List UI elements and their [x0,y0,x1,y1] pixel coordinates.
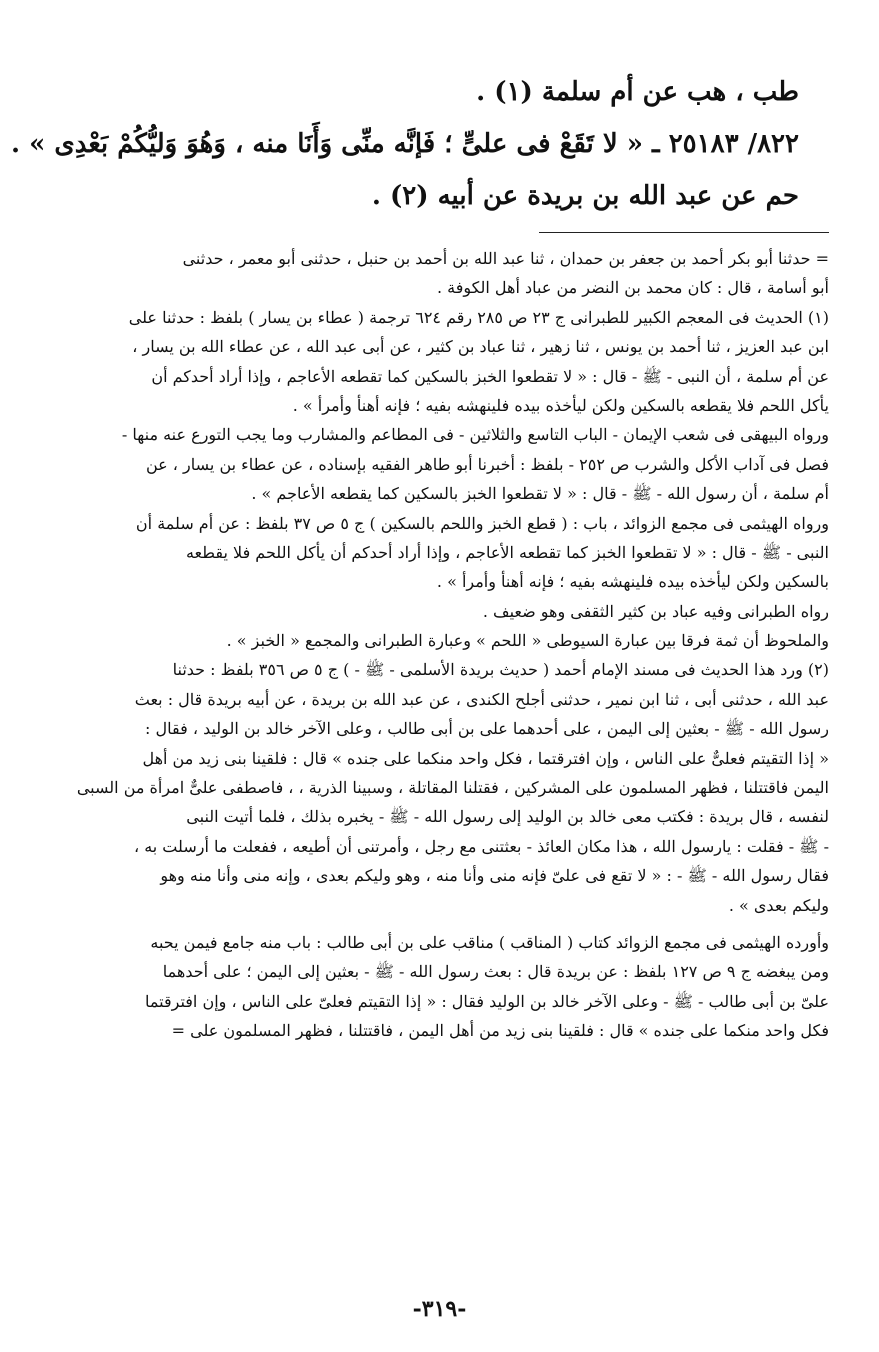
footnote-line: - ﷺ - فقلت : يارسول الله ، هذا مكان العائذ - بعثتنى مع رجل ، وأمرتنى أن أطيعه ، ففعلت ما أرسلت به ، [133,836,829,856]
footnote-line: ورواه البيهقى فى شعب الإيمان - الباب التاسع والثلاثين - فى المطاعم والمشارب وما يجب التورع عنه منها - [121,425,829,445]
main-text-line: حم عن عبد الله بن بريدة عن أبيه (٢) . [371,181,799,211]
footnotes-block [60,244,829,1046]
footnote-line: ورواه الهيثمى فى مجمع الزوائد ، باب : ( قطع الخبز واللحم بالسكين ) ج ٥ ص ٣٧ بلفظ : عن أم سلمة أن [135,513,829,533]
page-number: -٣١٩- [412,1296,467,1322]
footnote-line: أبو أسامة ، قال : كان محمد بن النضر من عباد أهل الكوفة . [437,278,829,298]
footnote-line: فكل واحد منكما على جنده » قال : فلقينا بنى زيد من أهل اليمن ، فاقتتلنا ، فظهر المسلمون على = [171,1021,829,1041]
hadith-entry-822: ٨٢٢/ ٢٥١٨٣ ـ « لا تَقَعْ فى علىٍّ ؛ فَإنَّه منِّى وَأَنَا منه ، وَهُوَ وَليُّكُمْ بَعْدِى » . [10,129,799,159]
footnote-line: يأكل اللحم فلا يقطعه بالسكين ولكن ليأخذه بيده فلينهشه بفيه ؛ فإنه أهنأ وأمرأ » . [292,395,829,415]
footnote-line: علىّ بن أبى طالب - ﷺ - وعلى الآخر خالد بن الوليد فقال : « إذا التقيتم فعلىّ على الناس ، وإن افترقتما [145,991,829,1011]
footnote-line: لنفسه ، قال بريدة : فكتب معى خالد بن الوليد إلى رسول الله - ﷺ - يخبره بذلك ، فلما أتيت النبى [186,807,829,827]
footnote-line: أم سلمة ، أن رسول الله - ﷺ - قال : « لا تقطعوا الخبز بالسكين كما يقطعه الأعاجم » . [251,484,829,504]
paragraph-gap [60,920,829,928]
footnote-line: بالسكين ولكن ليأخذه بيده فلينهشه بفيه ؛ فإنه أهنأ وأمرأ » . [436,572,829,592]
footnote-line: « إذا التقيتم فعلىٌّ على الناس ، وإن افترقتما ، فكل واحد منكما على جنده » قال : فلقينا بنى زيد من أهل [142,748,829,768]
footnote-line: اليمن فاقتتلنا ، فظهر المسلمون على المشركين ، فقتلنا المقاتلة ، وسبينا الذرية ، ، فاصطفى علىٌّ امرأة من السبى [76,778,829,798]
footnote-line: عن أم سلمة ، أن النبى - ﷺ - قال : « لا تقطعوا الخبز بالسكين كما تقطعه الأعاجم ، وإذا أراد أحدكم أن [151,366,829,386]
footnote-line: = حدثنا أبو بكر أحمد بن جعفر بن حمدان ، ثنا عبد الله بن أحمد بن حنبل ، حدثنى أبو معمر ، حدثنى [182,249,829,268]
footnote-line: رسول الله - ﷺ - بعثين إلى اليمن ، على أحدهما على بن أبى طالب ، وعلى الآخر خالد بن الوليد ، فقال : [145,719,829,739]
footnote-line: ومن يبغضه ج ٩ ص ١٢٧ بلفظ : عن بريدة قال : بعث رسول الله - ﷺ - بعثين إلى اليمن ؛ على أحدهما [162,962,829,982]
footnote-line: فصل فى آداب الأكل والشرب ص ٢٥٢ - بلفظ : أخبرنا أبو طاهر الفقيه بإسناده ، عن عطاء بن يسار ، عن [145,454,829,474]
footnote-1-line: (١) الحديث فى المعجم الكبير للطبرانى ج ٢٣ ص ٢٨٥ رقم ٦٢٤ ترجمة ( عطاء بن يسار ) بلفظ : حدثنا على [128,307,829,327]
main-text-line: طب ، هب عن أم سلمة (١) . [476,77,799,107]
footnote-line: عبد الله ، حدثنى أبى ، ثنا ابن نمير ، حدثنى أجلح الكندى ، عن عبد الله بن بريدة ، عن أبيه بريدة قال : بعث [134,689,829,709]
footnote-line: وأورده الهيثمى فى مجمع الزوائد كتاب ( المناقب ) مناقب على بن أبى طالب : باب منه جامع فيمن يحبه [150,932,829,952]
footnote-line: رواه الطبرانى وفيه عباد بن كثير الثقفى وهو ضعيف . [482,601,829,621]
footnote-line: وليكم بعدى » . [728,895,829,915]
footnote-line: والملحوظ أن ثمة فرقا بين عبارة السيوطى « اللحم » وعبارة الطبرانى والمجمع « الخبز » . [226,631,829,651]
footnote-line: ابن عبد العزيز ، ثنا أحمد بن يونس ، ثنا زهير ، ثنا عباد بن كثير ، عن أبى عبد الله ، عن عطاء الله بن يسار ، [132,337,829,357]
footnote-2-line: (٢) ورد هذا الحديث فى مسند الإمام أحمد ( حديث بريدة الأسلمى - ﷺ - ) ج ٥ ص ٣٥٦ بلفظ : حدثنا [172,660,829,680]
footnote-line: فقال رسول الله - ﷺ - : « لا تقع فى علىّ فإنه منى وأنا منه ، وهو وليكم بعدى ، وإنه منى وأنا منه وهو [160,866,829,886]
footnote-line: النبى - ﷺ - قال : « لا تقطعوا الخبز كما تقطعه الأعاجم ، وإذا أراد أحدكم أن يأكل اللحم فلا يقطعه [185,542,829,562]
main-text-block [10,66,799,222]
footnote-divider [539,232,829,233]
